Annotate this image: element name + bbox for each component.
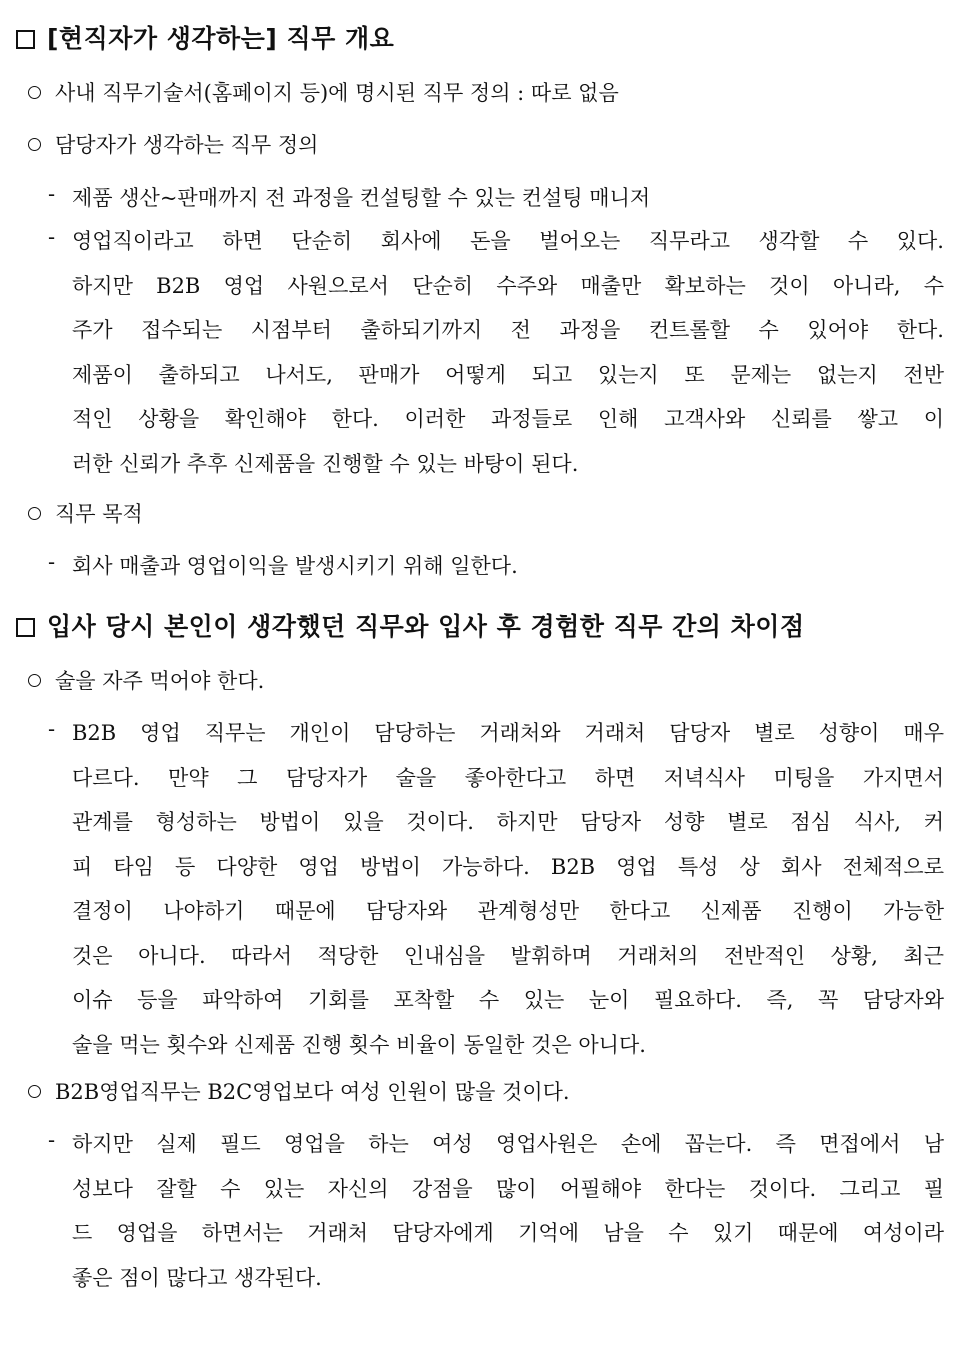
- bullet-text: 담당자가 생각하는 직무 정의: [55, 133, 319, 157]
- text-line: 제품이 출하되고 나서도, 판매가 어떻게 되고 있는지 또 문제는 없는지 전반: [72, 362, 944, 387]
- bullet-item: [28, 665, 264, 697]
- bullet-text: 술을 자주 먹어야 한다.: [55, 669, 265, 693]
- dash-marker: -: [48, 225, 56, 249]
- text-line: 다르다. 만약 그 담당자가 술을 좋아한다고 하면 저녁식사 미팅을 가지면서: [72, 765, 944, 790]
- text-line: 이슈 등을 파악하여 기회를 포착할 수 있는 눈이 필요하다. 즉, 꼭 담당자와: [72, 988, 944, 1012]
- text-line: 하지만 B2B 영업 사원으로서 단순히 수주와 매출만 확보하는 것이 아니라, 수: [72, 273, 944, 298]
- dash-marker: -: [48, 1128, 56, 1152]
- circle-bullet-icon: [28, 86, 41, 99]
- dash-marker: -: [48, 717, 56, 741]
- section-heading: [16, 22, 394, 56]
- dash-item: [48, 225, 948, 492]
- text-line: B2B 영업 직무는 개인이 담당하는 거래처와 거래처 담당자 별로 성향이 매우: [72, 721, 944, 745]
- circle-bullet-icon: [28, 138, 41, 151]
- text-line: 결정이 나야하기 때문에 담당자와 관계형성만 한다고 신제품 진행이 가능한: [72, 899, 944, 923]
- circle-bullet-icon: [28, 507, 41, 520]
- text-line: 회사 매출과 영업이익을 발생시키기 위해 일한다.: [72, 554, 518, 578]
- bullet-text: B2B영업직무는 B2C영업보다 여성 인원이 많을 것이다.: [55, 1080, 570, 1104]
- text-line: 영업직이라고 하면 단순히 회사에 돈을 벌어오는 직무라고 생각할 수 있다.: [72, 229, 944, 253]
- text-line: 좋은 점이 많다고 생각된다.: [72, 1265, 322, 1290]
- circle-bullet-icon: [28, 674, 41, 687]
- bullet-item: [28, 129, 318, 161]
- dash-item: [48, 1128, 948, 1306]
- dash-marker: -: [48, 182, 56, 206]
- square-bullet-icon: [16, 30, 35, 49]
- text-line: 술을 먹는 횟수와 신제품 진행 횟수 비율이 동일한 것은 아니다.: [72, 1032, 646, 1057]
- text-line: 적인 상황을 확인해야 한다. 이러한 과정들로 인해 고객사와 신뢰를 쌓고 이: [72, 407, 944, 431]
- bullet-item: [28, 1076, 570, 1108]
- text-line: 하지만 실제 필드 영업을 하는 여성 영업사원은 손에 꼽는다. 즉 면접에서 남: [72, 1132, 944, 1156]
- section-title: 입사 당시 본인이 생각했던 직무와 입사 후 경험한 직무 간의 차이점: [47, 612, 805, 641]
- dash-item: [48, 182, 948, 227]
- text-line: 성보다 잘할 수 있는 자신의 강점을 많이 어필해야 한다는 것이다. 그리고 필: [72, 1176, 944, 1201]
- text-line: 드 영업을 하면서는 거래처 담당자에게 기억에 남을 수 있기 때문에 여성이라: [72, 1221, 944, 1245]
- dash-item: [48, 550, 948, 595]
- text-line: 주가 접수되는 시점부터 출하되기까지 전 과정을 컨트롤할 수 있어야 한다.: [72, 318, 944, 342]
- dash-marker: -: [48, 550, 56, 574]
- text-line: 것은 아니다. 따라서 적당한 인내심을 발휘하며 거래처의 전반적인 상황, 최근: [72, 943, 944, 968]
- bullet-item: [28, 498, 143, 530]
- section-heading: [16, 610, 805, 644]
- text-line: 제품 생산~판매까지 전 과정을 컨설팅할 수 있는 컨설팅 매니저: [72, 186, 651, 210]
- circle-bullet-icon: [28, 1085, 41, 1098]
- section-title: [현직자가 생각하는] 직무 개요: [47, 24, 395, 53]
- text-line: 러한 신뢰가 추후 신제품을 진행할 수 있는 바탕이 된다.: [72, 451, 579, 476]
- bullet-text: 사내 직무기술서(홈페이지 등)에 명시된 직무 정의 : 따로 없음: [55, 81, 619, 105]
- text-line: 관계를 형성하는 방법이 있을 것이다. 하지만 담당자 성향 별로 점심 식사, 커: [72, 810, 944, 834]
- bullet-text: 직무 목적: [55, 502, 143, 526]
- text-line: 피 타임 등 다양한 영업 방법이 가능하다. B2B 영업 특성 상 회사 전체적으로: [72, 854, 944, 879]
- dash-item: [48, 717, 948, 1073]
- bullet-item: [28, 77, 619, 109]
- square-bullet-icon: [16, 618, 35, 637]
